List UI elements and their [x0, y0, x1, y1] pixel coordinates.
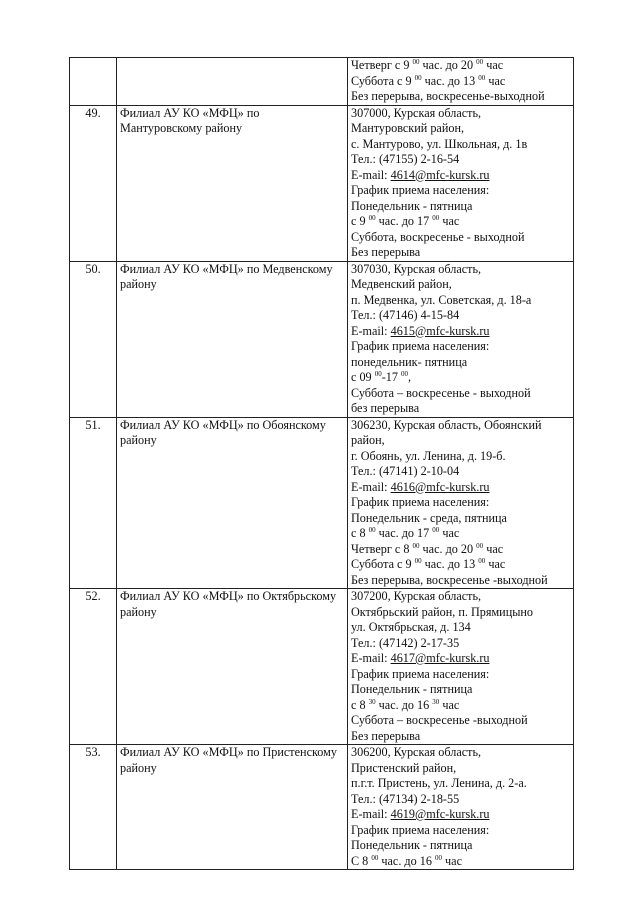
time-superscript: 00 [435, 853, 442, 862]
detail-text: Пристенский район, [351, 760, 457, 775]
branch-name: Филиал АУ КО «МФЦ» по Пристенскому району [117, 745, 348, 870]
row-number: 53. [70, 745, 117, 870]
detail-line [351, 495, 570, 511]
table-body [70, 58, 574, 870]
detail-text: с 09 [351, 370, 375, 384]
detail-line [351, 277, 570, 293]
table-row [70, 58, 574, 106]
detail-text: час. до 13 [421, 73, 479, 88]
time-superscript: 00 [374, 370, 382, 378]
detail-text: E-mail: [351, 479, 391, 494]
detail-text: Тел.: (47146) 4-15-84 [351, 308, 460, 322]
detail-text: С 8 [351, 853, 372, 868]
detail-line [351, 745, 570, 761]
detail-line [351, 667, 570, 683]
detail-text: час [439, 697, 460, 712]
detail-text: Тел.: (47134) 2-18-55 [351, 791, 460, 806]
detail-line [351, 713, 570, 729]
time-superscript: 00 [371, 853, 379, 862]
detail-text: Медвенский район, [351, 277, 452, 291]
detail-line [351, 526, 570, 542]
detail-text: Октябрьский район, п. Прямицыно [351, 604, 534, 619]
time-superscript: 00 [401, 370, 408, 378]
detail-line [351, 89, 570, 105]
time-superscript: 00 [368, 526, 376, 534]
detail-text: ул. Октябрьская, д. 134 [351, 620, 471, 634]
table-row [70, 261, 574, 417]
detail-text: E-mail: [351, 651, 391, 665]
detail-text: E-mail: [351, 323, 391, 338]
row-number: 50. [70, 261, 117, 417]
detail-line [351, 761, 570, 777]
table-row [70, 589, 574, 745]
detail-line [351, 605, 570, 621]
detail-line [351, 776, 570, 792]
detail-line [351, 308, 570, 324]
detail-text: , [408, 370, 412, 384]
detail-line [351, 386, 570, 402]
detail-text: час. до 17 [375, 214, 433, 228]
time-superscript: 00 [476, 58, 484, 66]
detail-line [351, 792, 570, 808]
detail-text: Без перерыва, воскресенье-выходной [351, 89, 545, 103]
detail-text: час. до 13 [421, 557, 479, 571]
detail-text: с 8 [351, 697, 369, 712]
detail-line [351, 121, 570, 137]
detail-line [351, 214, 570, 230]
detail-text: Без перерыва [351, 728, 421, 743]
detail-text: График приема населения: [351, 495, 490, 509]
time-superscript: 30 [368, 697, 376, 706]
detail-line [351, 355, 570, 371]
time-superscript: 00 [412, 541, 420, 550]
detail-line [351, 199, 570, 215]
detail-line [351, 854, 570, 870]
detail-text: час [483, 541, 504, 556]
email-link[interactable]: 4619@mfc-kursk.ru [390, 807, 490, 821]
detail-line [351, 838, 570, 854]
detail-line [351, 324, 570, 340]
detail-line [351, 698, 570, 714]
detail-text: E-mail: [351, 807, 391, 821]
detail-text: час [442, 853, 462, 868]
detail-text: E-mail: [351, 167, 391, 182]
detail-text: Суббота – воскресенье - выходной [351, 385, 531, 400]
branch-name [117, 58, 348, 106]
detail-line [351, 823, 570, 839]
detail-line [351, 245, 570, 261]
branch-name: Филиал АУ КО «МФЦ» по Обоянскому району [117, 417, 348, 589]
detail-text: Тел.: (47155) 2-16-54 [351, 152, 460, 166]
detail-text: без перерыва [351, 401, 420, 415]
branch-name: Филиал АУ КО «МФЦ» по Октябрьскому району [117, 589, 348, 745]
detail-line [351, 542, 570, 558]
time-superscript: 00 [478, 557, 486, 565]
branch-details [348, 589, 574, 745]
detail-line [351, 106, 570, 122]
branch-name: Филиал АУ КО «МФЦ» по Мантуровскому району [117, 105, 348, 261]
time-superscript: 00 [414, 73, 422, 82]
detail-text: Понедельник - пятница [351, 198, 473, 213]
detail-line [351, 620, 570, 636]
detail-text: Понедельник - среда, пятница [351, 510, 507, 525]
detail-line [351, 807, 570, 823]
detail-text: район, [351, 433, 385, 447]
branch-details [348, 261, 574, 417]
detail-text: Мантуровский район, [351, 121, 465, 135]
row-number: 49. [70, 105, 117, 261]
branch-name: Филиал АУ КО «МФЦ» по Медвенскому району [117, 261, 348, 417]
detail-text: Четверг с 8 [351, 541, 413, 556]
detail-text: График приема населения: [351, 822, 490, 837]
detail-line [351, 433, 570, 449]
detail-text: час. до 16 [375, 697, 433, 712]
detail-text: понедельник- пятница [351, 354, 468, 369]
detail-line [351, 573, 570, 589]
detail-text: с. Мантурово, ул. Школьная, д. 1в [351, 136, 528, 151]
detail-line [351, 480, 570, 496]
detail-text: с 8 [351, 526, 369, 540]
table-row [70, 105, 574, 261]
detail-line [351, 729, 570, 745]
detail-line [351, 58, 570, 74]
detail-text: час [483, 58, 504, 72]
detail-text: час. до 17 [375, 526, 433, 540]
detail-text: 306230, Курская область, Обоянский [351, 417, 542, 432]
detail-line [351, 418, 570, 434]
table-row [70, 417, 574, 589]
detail-line [351, 230, 570, 246]
branch-details [348, 105, 574, 261]
detail-line [351, 74, 570, 90]
time-superscript: 00 [414, 557, 422, 565]
detail-line [351, 636, 570, 652]
email-link[interactable]: 4614@mfc-kursk.ru [390, 167, 490, 182]
detail-text: Понедельник - пятница [351, 682, 473, 696]
row-number: 51. [70, 417, 117, 589]
detail-line [351, 557, 570, 573]
time-superscript: 00 [478, 73, 486, 82]
detail-text: График приема населения: [351, 666, 490, 681]
detail-text: час [439, 526, 460, 540]
detail-text: Суббота, воскресенье - выходной [351, 229, 525, 244]
time-superscript: 00 [368, 214, 376, 222]
detail-text: График приема населения: [351, 183, 490, 197]
detail-text: с 9 [351, 214, 369, 228]
detail-line [351, 401, 570, 417]
detail-text: час. до 20 [419, 58, 477, 72]
detail-text: п. Медвенка, ул. Советская, д. 18-а [351, 292, 532, 307]
detail-text: час [485, 557, 506, 571]
branches-table [69, 57, 574, 870]
detail-text: Тел.: (47141) 2-10-04 [351, 464, 460, 478]
detail-line [351, 293, 570, 309]
row-number: 52. [70, 589, 117, 745]
detail-text: 307030, Курская область, [351, 261, 482, 276]
detail-text: час [485, 73, 506, 88]
branch-details [348, 745, 574, 870]
detail-text: Четверг с 9 [351, 58, 413, 72]
detail-line [351, 589, 570, 605]
detail-text: Суббота с 9 [351, 73, 415, 88]
detail-line [351, 464, 570, 480]
detail-text: -17 [381, 370, 401, 384]
time-superscript: 00 [432, 526, 440, 534]
detail-line [351, 339, 570, 355]
email-link[interactable]: 4616@mfc-kursk.ru [390, 479, 490, 494]
detail-text: Суббота – воскресенье -выходной [351, 713, 528, 727]
detail-line [351, 137, 570, 153]
detail-line [351, 370, 570, 386]
detail-text: час. до 16 [378, 853, 435, 868]
detail-text: г. Обоянь, ул. Ленина, д. 19-б. [351, 448, 506, 463]
detail-text: п.г.т. Пристень, ул. Ленина, д. 2-а. [351, 776, 527, 790]
row-number [70, 58, 117, 106]
detail-line [351, 262, 570, 278]
time-superscript: 30 [432, 697, 440, 706]
detail-text: Без перерыва, воскресенье -выходной [351, 572, 548, 587]
detail-line [351, 449, 570, 465]
detail-line [351, 168, 570, 184]
detail-text: Суббота с 9 [351, 557, 415, 571]
detail-text: Тел.: (47142) 2-17-35 [351, 635, 460, 650]
branch-details [348, 417, 574, 589]
detail-text: час [439, 214, 460, 228]
time-superscript: 00 [412, 58, 420, 66]
detail-line [351, 682, 570, 698]
detail-text: График приема населения: [351, 339, 490, 353]
detail-text: 307000, Курская область, [351, 105, 482, 120]
detail-line [351, 152, 570, 168]
email-link[interactable]: 4617@mfc-kursk.ru [390, 651, 490, 665]
detail-text: 307200, Курская область, [351, 589, 482, 603]
time-superscript: 00 [432, 214, 440, 222]
detail-text: 306200, Курская область, [351, 745, 482, 759]
detail-text: час. до 20 [419, 541, 477, 556]
detail-line [351, 511, 570, 527]
detail-text: Понедельник - пятница [351, 838, 473, 852]
email-link[interactable]: 4615@mfc-kursk.ru [390, 323, 490, 338]
branch-details [348, 58, 574, 106]
time-superscript: 00 [476, 541, 484, 550]
detail-text: Без перерыва [351, 245, 421, 259]
detail-line [351, 651, 570, 667]
table-row [70, 745, 574, 870]
detail-line [351, 183, 570, 199]
